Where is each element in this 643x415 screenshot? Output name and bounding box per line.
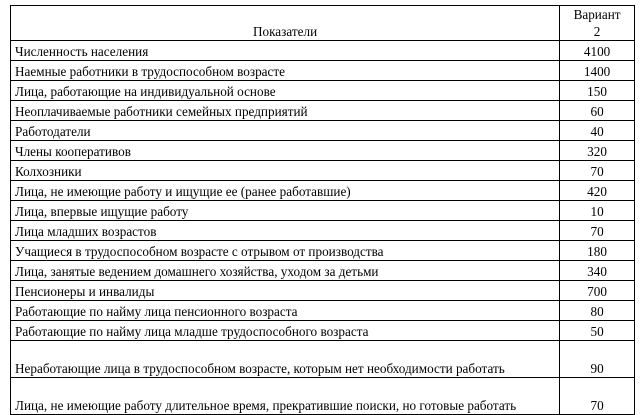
row-label: Работающие по найму лица младше трудоспособного возраста: [11, 321, 560, 341]
variant-number: 2: [560, 23, 635, 41]
row-label: Учащиеся в трудоспособном возрасте с отрывом от производства: [11, 241, 560, 261]
row-label: Пенсионеры и инвалиды: [11, 281, 560, 301]
table-row: [11, 301, 635, 321]
table-row: [11, 81, 635, 101]
row-value: 50: [560, 321, 635, 341]
table-row: [11, 121, 635, 141]
row-value: 40: [560, 121, 635, 141]
row-label: Работодатели: [11, 121, 560, 141]
row-label: Неоплачиваемые работники семейных предприятий: [11, 101, 560, 121]
row-value: 1400: [560, 61, 635, 81]
indicators-table: [10, 5, 635, 415]
row-label: Лица, впервые ищущие работу: [11, 201, 560, 221]
table-row: [11, 341, 635, 378]
table-row: [11, 181, 635, 201]
variant-header: Вариант: [560, 6, 635, 24]
table-row: [11, 261, 635, 281]
row-value: 60: [560, 101, 635, 121]
row-value: 420: [560, 181, 635, 201]
row-value: 70: [560, 378, 635, 415]
row-label: Лица, не имеющие работу и ищущие ее (ранее работавшие): [11, 181, 560, 201]
row-value: 4100: [560, 41, 635, 61]
table-row: [11, 221, 635, 241]
table-row: [11, 201, 635, 221]
table-row: [11, 241, 635, 261]
row-value: 700: [560, 281, 635, 301]
row-label: Колхозники: [11, 161, 560, 181]
row-value: 80: [560, 301, 635, 321]
table-row: [11, 61, 635, 81]
row-value: 10: [560, 201, 635, 221]
row-label: Лица, не имеющие работу длительное время, прекратившие поиски, но готовые работать: [11, 378, 560, 415]
row-value: 70: [560, 221, 635, 241]
row-label: Работающие по найму лица пенсионного возраста: [11, 301, 560, 321]
table-row: [11, 101, 635, 121]
indicators-body: [11, 41, 635, 415]
row-label: Численность населения: [11, 41, 560, 61]
indicators-header: Показатели: [11, 6, 560, 41]
row-label: Лица младших возрастов: [11, 221, 560, 241]
row-value: 70: [560, 161, 635, 181]
table-row: [11, 161, 635, 181]
row-value: 90: [560, 341, 635, 378]
row-label: Неработающие лица в трудоспособном возрасте, которым нет необходимости работать: [11, 341, 560, 378]
row-label: Лица, занятые ведением домашнего хозяйства, уходом за детьми: [11, 261, 560, 281]
row-label: Наемные работники в трудоспособном возрасте: [11, 61, 560, 81]
row-value: 340: [560, 261, 635, 281]
table-row: [11, 321, 635, 341]
row-value: 150: [560, 81, 635, 101]
table-row: [11, 41, 635, 61]
row-label: Лица, работающие на индивидуальной основе: [11, 81, 560, 101]
row-value: 180: [560, 241, 635, 261]
table-row: [11, 141, 635, 161]
row-value: 320: [560, 141, 635, 161]
table-row: [11, 281, 635, 301]
row-label: Члены кооперативов: [11, 141, 560, 161]
